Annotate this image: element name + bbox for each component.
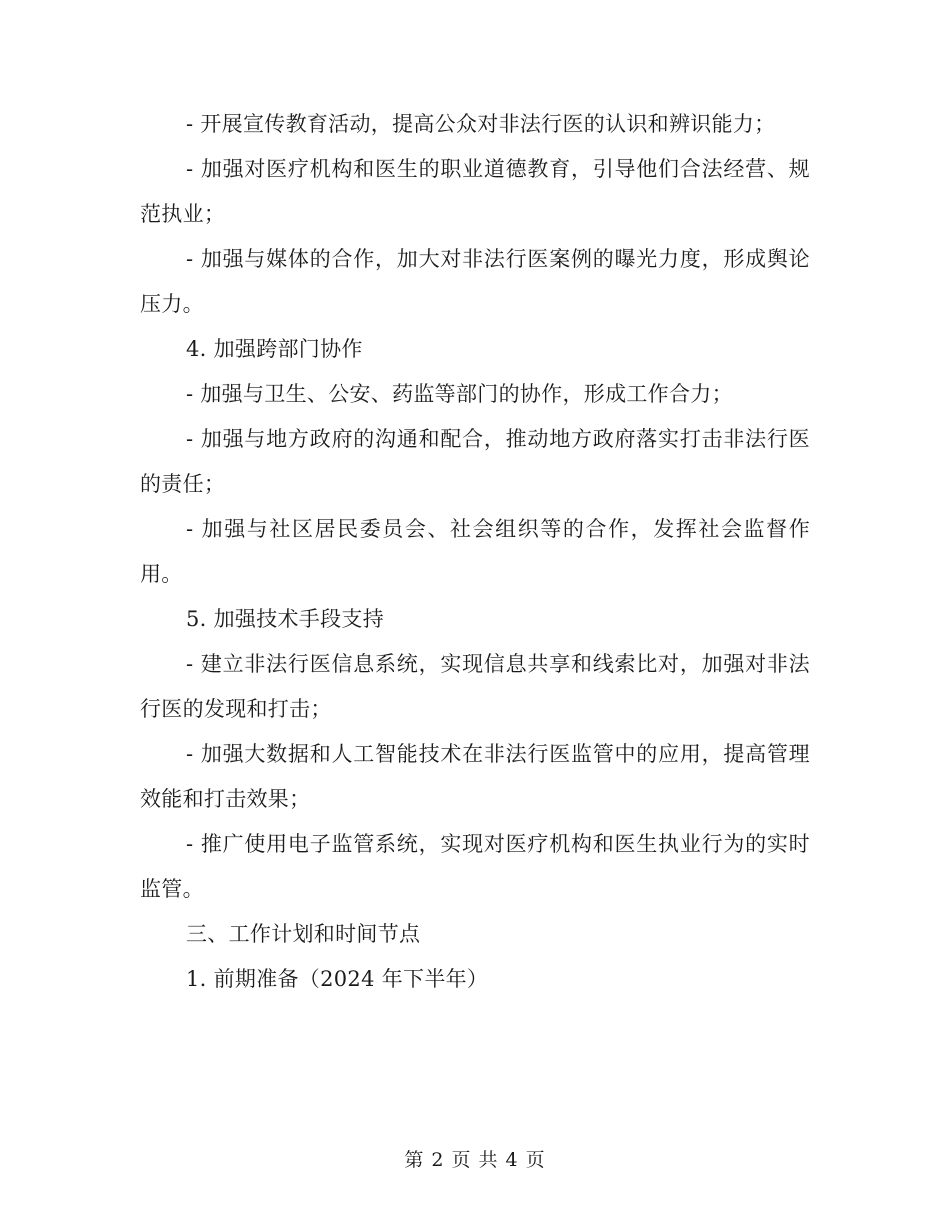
paragraph-information-system: - 建立非法行医信息系统，实现信息共享和线索比对，加强对非法行医的发现和打击； bbox=[140, 652, 810, 721]
paragraph-local-government: - 加强与地方政府的沟通和配合，推动地方政府落实打击非法行医的责任； bbox=[140, 427, 810, 496]
paragraph-ethics-education: - 加强对医疗机构和医生的职业道德教育，引导他们合法经营、规范执业； bbox=[140, 157, 810, 226]
paragraph-community-supervision: - 加强与社区居民委员会、社会组织等的合作，发挥社会监督作用。 bbox=[140, 517, 810, 586]
paragraph-department-cooperation: - 加强与卫生、公安、药监等部门的协作，形成工作合力； bbox=[186, 382, 733, 406]
paragraph-electronic-supervision: - 推广使用电子监管系统，实现对医疗机构和医生执业行为的实时监管。 bbox=[140, 832, 810, 901]
paragraph-big-data-ai: - 加强大数据和人工智能技术在非法行医监管中的应用，提高管理效能和打击效果； bbox=[140, 742, 810, 811]
page-number-footer: 第 2 页 共 4 页 bbox=[404, 1149, 546, 1171]
section-heading-preparation: 1. 前期准备（2024 年下半年） bbox=[186, 967, 489, 991]
section-heading-work-plan: 三、工作计划和时间节点 bbox=[186, 922, 421, 946]
section-heading-cross-department: 4. 加强跨部门协作 bbox=[186, 337, 363, 361]
document-body bbox=[140, 102, 810, 1002]
paragraph-media-cooperation: - 加强与媒体的合作，加大对非法行医案例的曝光力度，形成舆论压力。 bbox=[140, 247, 810, 316]
paragraph-publicity: - 开展宣传教育活动，提高公众对非法行医的认识和辨识能力； bbox=[186, 112, 776, 136]
section-heading-technology: 5. 加强技术手段支持 bbox=[186, 607, 385, 631]
